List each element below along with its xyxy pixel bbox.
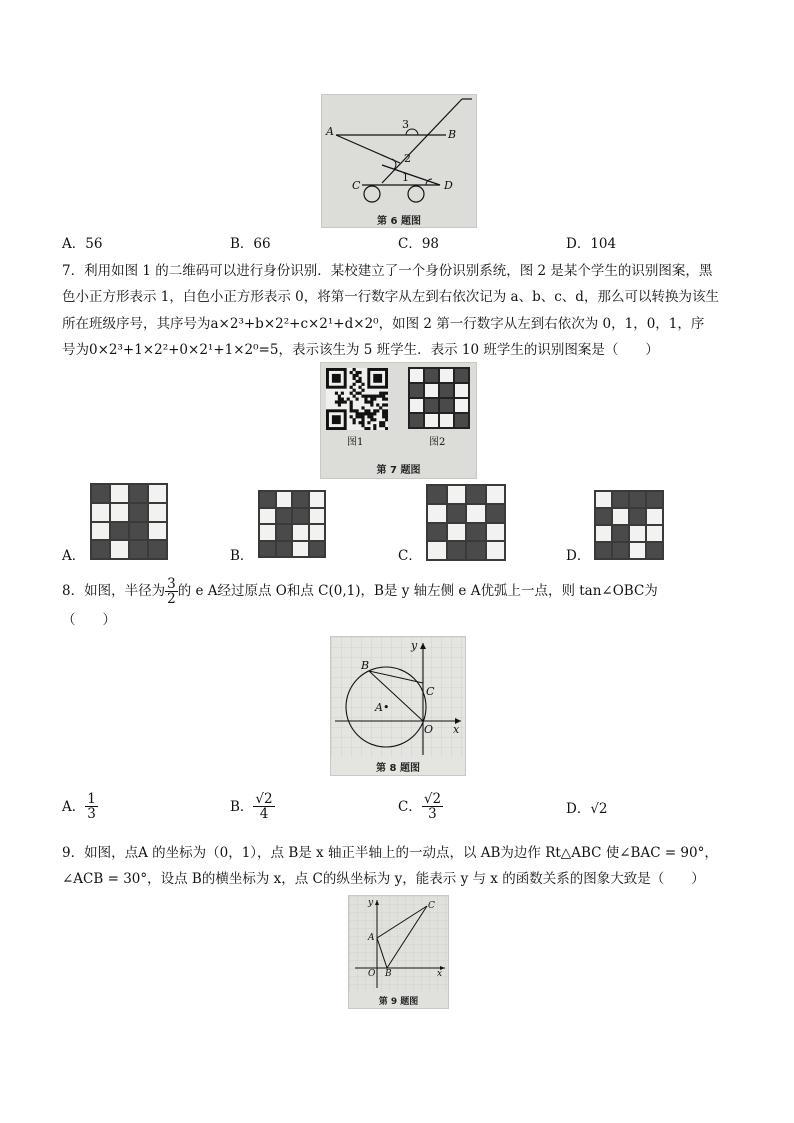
q9-text-line1: 9．如图，点A 的坐标为（0，1），点 B是 x 轴正半轴上的一动点，以 AB为边作 Rt△ABC 使∠BAC = 90°， — [62, 845, 718, 861]
q7-option-c-pattern[interactable] — [426, 484, 506, 561]
q7-fig2-pattern — [408, 367, 470, 429]
q8-option-a-den: 3 — [87, 806, 96, 822]
pattern-cell — [149, 523, 166, 540]
pattern-cell — [425, 399, 438, 412]
q7-option-b-pattern[interactable] — [258, 490, 326, 558]
pattern-cell — [277, 525, 292, 540]
pattern-cell — [310, 542, 325, 557]
pattern-cell — [310, 492, 325, 507]
pattern-cell — [428, 486, 446, 503]
q8-label-c: C — [426, 685, 435, 698]
q9-label-c: C — [428, 901, 435, 911]
pattern-cell — [92, 523, 109, 540]
q8-option-d-letter: D． — [566, 801, 591, 817]
pattern-cell — [647, 509, 662, 524]
q7-fig2-label: 图2 — [429, 437, 446, 448]
q6-label-b: B — [448, 128, 457, 141]
pattern-cell — [647, 492, 662, 507]
q8-option-c-letter: C． — [398, 798, 422, 815]
pattern-cell — [596, 543, 611, 558]
pattern-cell — [613, 543, 628, 558]
q9-label-a: A — [368, 933, 375, 943]
pattern-cell — [130, 485, 147, 502]
q8-label-y: y — [411, 639, 418, 652]
pattern-cell — [467, 524, 485, 541]
pattern-cell — [596, 492, 611, 507]
q9-label-x: x — [437, 969, 443, 979]
pattern-cell — [310, 525, 325, 540]
pattern-cell — [293, 542, 308, 557]
q8-text-line2: （ ） — [62, 612, 116, 628]
q8-option-b[interactable] — [230, 792, 275, 821]
pattern-cell — [596, 509, 611, 524]
q9-label-y: y — [368, 898, 374, 908]
q8-label-b: B — [361, 659, 370, 672]
q8-figure — [330, 636, 466, 776]
q6-option-a[interactable]: A．56 — [62, 236, 103, 252]
pattern-cell — [149, 485, 166, 502]
pattern-cell — [428, 524, 446, 541]
q8-option-b-den: 4 — [259, 806, 269, 822]
q9-diagram — [349, 896, 448, 1008]
q8-frac-numerator: 3 — [167, 575, 176, 592]
q8-text-pre: 8．如图，半径为 — [62, 583, 166, 599]
pattern-cell — [467, 542, 485, 559]
pattern-cell — [277, 542, 292, 557]
q8-option-a[interactable] — [62, 792, 98, 821]
q8-text-post: 的 e A经过原点 O和点 C(0,1)，B是 y 轴左侧 e A优弧上一点，则 tan∠OBC为 — [177, 583, 658, 599]
pattern-cell — [260, 542, 275, 557]
q8-option-c-fraction — [422, 792, 443, 821]
q7-option-c-letter[interactable]: C． — [398, 548, 422, 564]
pattern-cell — [647, 543, 662, 558]
pattern-cell — [440, 414, 453, 427]
pattern-cell — [277, 492, 292, 507]
pattern-cell — [410, 384, 423, 397]
q7-option-d-pattern[interactable] — [594, 490, 664, 560]
pattern-cell — [487, 524, 505, 541]
pattern-cell — [630, 509, 645, 524]
pattern-cell — [630, 543, 645, 558]
q6-option-c[interactable]: C．98 — [398, 236, 440, 252]
pattern-cell — [149, 504, 166, 521]
pattern-cell — [487, 486, 505, 503]
q8-option-c-den: 3 — [428, 806, 437, 822]
pattern-cell — [130, 523, 147, 540]
pattern-cell — [455, 369, 468, 382]
q9-label-b: B — [385, 969, 392, 979]
pattern-cell — [260, 509, 275, 524]
pattern-cell — [448, 542, 466, 559]
q6-option-d[interactable]: D．104 — [566, 236, 617, 252]
pattern-cell — [467, 486, 485, 503]
pattern-cell — [410, 399, 423, 412]
q8-radius-fraction — [165, 577, 178, 606]
q8-option-a-num: 1 — [87, 791, 96, 807]
pattern-cell — [130, 541, 147, 558]
q6-label-3: 3 — [402, 118, 409, 131]
q7-text-line4: 号为0×2³+1×2²+0×2¹+1×2⁰=5，表示该生为 5 班学生．表示 10 班学生的识别图案是（ ） — [62, 342, 659, 358]
q8-option-a-fraction — [85, 792, 98, 821]
q8-caption: 第 8 题图 — [376, 763, 420, 774]
pattern-cell — [425, 414, 438, 427]
q7-fig1-label: 图1 — [347, 437, 364, 448]
q6-label-a: A — [326, 125, 334, 138]
pattern-cell — [613, 492, 628, 507]
q9-text-line2: ∠ACB = 30°，设点 B的横坐标为 x，点 C的纵坐标为 y，能表示 y 与 x 的函数关系的图象大致是（ ） — [62, 871, 705, 887]
q6-diagram — [322, 95, 476, 227]
pattern-cell — [613, 526, 628, 541]
pattern-cell — [410, 369, 423, 382]
q7-option-b-letter[interactable]: B． — [230, 548, 254, 564]
pattern-cell — [130, 504, 147, 521]
pattern-cell — [428, 505, 446, 522]
q7-option-d-letter[interactable]: D． — [566, 548, 591, 564]
pattern-cell — [448, 486, 466, 503]
q6-caption: 第 6 题图 — [377, 216, 421, 227]
pattern-cell — [260, 525, 275, 540]
pattern-cell — [596, 526, 611, 541]
pattern-cell — [293, 509, 308, 524]
q7-caption: 第 7 题图 — [376, 465, 421, 476]
pattern-cell — [440, 399, 453, 412]
pattern-cell — [92, 541, 109, 558]
pattern-cell — [111, 541, 128, 558]
pattern-cell — [428, 542, 446, 559]
q8-label-a: A• — [375, 701, 390, 714]
q7-figure — [320, 362, 477, 479]
q8-label-x: x — [453, 723, 460, 736]
q8-frac-denominator: 2 — [167, 590, 176, 607]
qr-code-icon — [326, 368, 388, 430]
q8-option-b-letter: B． — [230, 798, 254, 815]
pattern-cell — [455, 399, 468, 412]
q8-option-b-fraction — [253, 792, 274, 821]
q7-text-line2: 色小正方形表示 1，白色小正方形表示 0，将第一行数字从左到右依次记为 a、b、c、d，那么可以转换为该生 — [62, 289, 719, 305]
q9-label-o: O — [368, 969, 376, 979]
pattern-cell — [440, 384, 453, 397]
pattern-cell — [647, 526, 662, 541]
pattern-cell — [277, 509, 292, 524]
pattern-cell — [149, 541, 166, 558]
pattern-cell — [630, 492, 645, 507]
q8-diagram — [331, 637, 465, 775]
pattern-cell — [425, 384, 438, 397]
q6-label-d: D — [444, 179, 453, 192]
pattern-cell — [613, 509, 628, 524]
pattern-cell — [293, 525, 308, 540]
pattern-cell — [448, 524, 466, 541]
pattern-cell — [260, 492, 275, 507]
pattern-cell — [310, 509, 325, 524]
q6-label-2: 2 — [404, 152, 411, 165]
pattern-cell — [630, 526, 645, 541]
q6-option-b[interactable]: B．66 — [230, 236, 271, 252]
q8-option-a-letter: A． — [62, 798, 86, 815]
q7-text-line1: 7．利用如图 1 的二维码可以进行身份识别．某校建立了一个身份识别系统，图 2 是某个学生的识别图案，黑 — [62, 263, 713, 279]
q8-option-b-num: √2 — [255, 791, 273, 807]
q8-option-c[interactable] — [398, 792, 443, 821]
pattern-cell — [425, 369, 438, 382]
pattern-cell — [455, 384, 468, 397]
q9-caption: 第 9 题图 — [378, 997, 419, 1007]
pattern-cell — [455, 414, 468, 427]
q7-option-a-pattern[interactable] — [90, 483, 168, 560]
q6-label-1: 1 — [402, 171, 409, 184]
pattern-cell — [467, 505, 485, 522]
q6-label-c: C — [352, 179, 361, 192]
q8-option-c-num: √2 — [423, 791, 442, 807]
pattern-cell — [92, 485, 109, 502]
pattern-cell — [92, 504, 109, 521]
pattern-cell — [448, 505, 466, 522]
q8-text-line1 — [62, 574, 658, 608]
pattern-cell — [111, 485, 128, 502]
q7-option-a-letter[interactable]: A． — [62, 548, 86, 564]
q8-label-o: O — [424, 723, 434, 736]
q9-figure — [348, 895, 449, 1009]
q7-text-line3: 所在班级序号，其序号为a×2³+b×2²+c×2¹+d×2⁰，如图 2 第一行数字从左到右依次为 0，1，0，1，序 — [62, 316, 705, 332]
q6-figure — [321, 94, 477, 228]
pattern-cell — [111, 523, 128, 540]
pattern-cell — [440, 369, 453, 382]
pattern-cell — [487, 505, 505, 522]
pattern-cell — [410, 414, 423, 427]
q8-option-d[interactable] — [566, 799, 608, 819]
pattern-cell — [293, 492, 308, 507]
pattern-cell — [111, 504, 128, 521]
pattern-cell — [487, 542, 505, 559]
q8-option-d-value: √2 — [590, 801, 608, 817]
